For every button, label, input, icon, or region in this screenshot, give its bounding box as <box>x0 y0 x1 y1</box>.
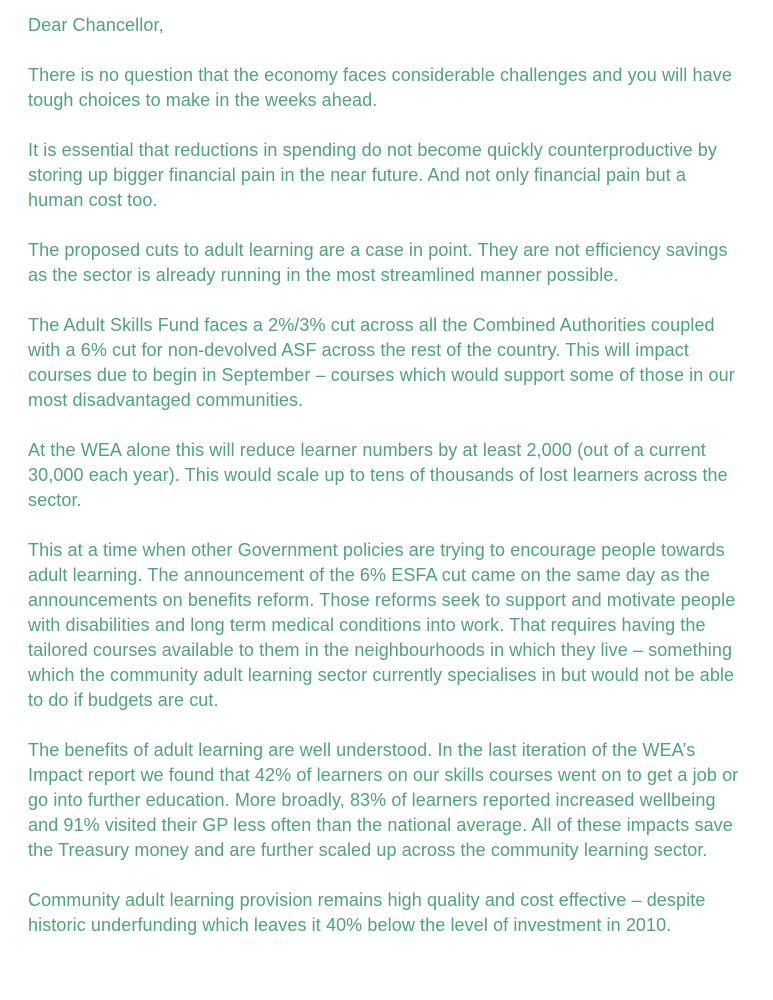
letter-paragraph: Community adult learning provision remains high quality and cost effective – despite historic underfunding which leaves it 40% below the level of investment in 2010. <box>28 890 706 935</box>
letter-paragraph: There is no question that the economy faces considerable challenges and you will have tough choices to make in the weeks ahead. <box>28 65 732 110</box>
letter-paragraph: This at a time when other Government policies are trying to encourage people towards adult learning. The announcement of the 6% ESFA cut came on the same day as the announcements on benefits reform. Those reforms seek to support and motivate people with disabilities and long term medical conditions into work. That requires having the tailored courses available to them in the neighbourhoods in which they live – something which the community adult learning sector currently specialises in but would not be able to do if budgets are cut. <box>28 540 736 710</box>
letter-paragraph: The proposed cuts to adult learning are a case in point. They are not efficiency savings as the sector is already running in the most streamlined manner possible. <box>28 240 728 285</box>
letter-paragraph: The Adult Skills Fund faces a 2%/3% cut across all the Combined Authorities coupled with a 6% cut for non-devolved ASF across the rest of the country. This will impact courses due to begin in September – courses which would support some of those in our most disadvantaged communities. <box>28 315 735 410</box>
letter-body <box>28 13 746 938</box>
letter-paragraph: It is essential that reductions in spending do not become quickly counterproductive by storing up bigger financial pain in the near future. And not only financial pain but a human cost too. <box>28 140 717 210</box>
salutation: Dear Chancellor, <box>28 15 164 35</box>
letter-paragraph: The benefits of adult learning are well understood. In the last iteration of the WEA’s Impact report we found that 42% of learners on our skills courses went on to get a job or go into further education. More broadly, 83% of learners reported increased wellbeing and 91% visited their GP less often than the national average. All of these impacts save the Treasury money and are further scaled up across the community learning sector. <box>28 740 739 860</box>
letter-paragraph: At the WEA alone this will reduce learner numbers by at least 2,000 (out of a current 30,000 each year). This would scale up to tens of thousands of lost learners across the sector. <box>28 440 728 510</box>
